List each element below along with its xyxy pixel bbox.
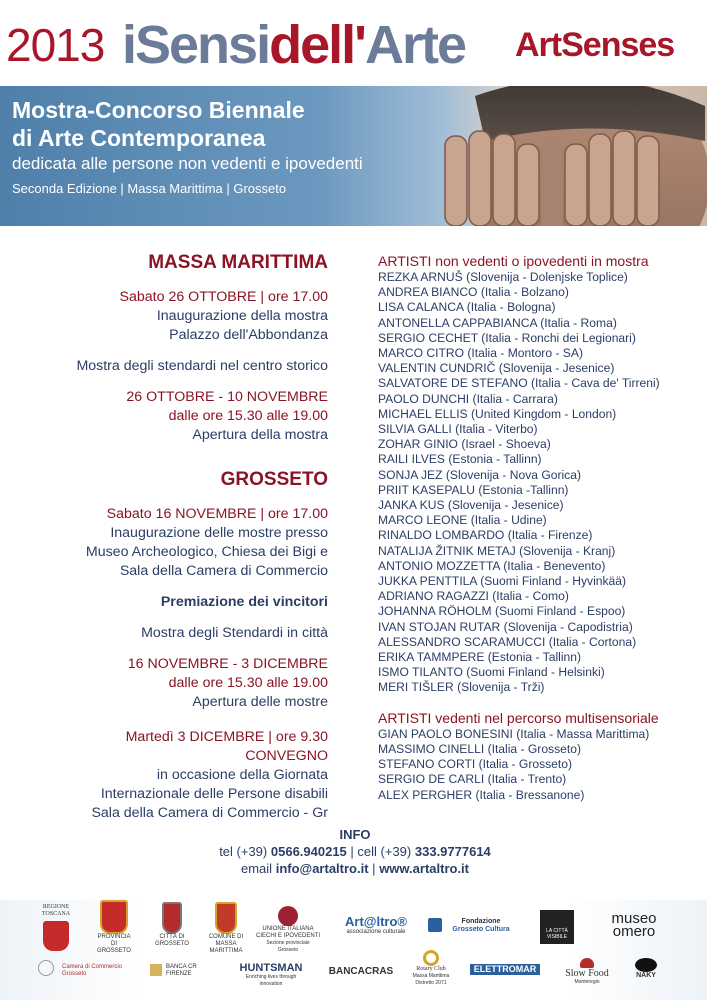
- banner: [0, 86, 707, 226]
- logo-banca-label: BANCA CR FIRENZE: [166, 964, 197, 977]
- logo-artaltro: [336, 914, 416, 936]
- artist-name: ANTONELLA CAPPABIANCA: [378, 315, 537, 330]
- artist-row: [378, 316, 698, 331]
- grosseto-conference: [20, 728, 328, 823]
- artist-origin: (Slovenija - Trži): [457, 680, 545, 695]
- logo-museo-word: museo: [611, 910, 657, 927]
- logo-citta-visibile: [540, 910, 574, 944]
- artist-origin: (Slovenija - Kranj): [519, 543, 616, 558]
- artist-name: ISMO TILANTO: [378, 665, 463, 680]
- info-cell-label: | cell (+39): [350, 844, 412, 859]
- logo-fondazione: [428, 918, 524, 934]
- artist-origin: (Italia - Montoro - SA): [467, 346, 583, 361]
- logo-regione-toscana: [36, 904, 76, 951]
- grosseto-opening-date: Sabato 16 NOVEMBRE | ore 17.00: [106, 506, 328, 522]
- artist-origin: (Italia - Trento): [487, 772, 567, 787]
- logo-slowfood-name: Slow Food: [565, 968, 609, 979]
- comune-crest-icon: [215, 902, 237, 934]
- artist-row: [378, 680, 698, 695]
- artist-origin: (Italia - Roma): [540, 315, 617, 330]
- logo-fondazione-name: Fondazione: [461, 918, 501, 925]
- artist-name: RINALDO LOMBARDO: [378, 528, 505, 543]
- artist-name: SALVATORE DE STEFANO: [378, 376, 528, 391]
- artist-row: [378, 620, 698, 635]
- info-phone-line: [160, 843, 550, 860]
- header-title-pre: iSensi: [122, 15, 270, 75]
- artist-origin: (Italia - Ronchi dei Legionari): [481, 330, 636, 345]
- info-cell[interactable]: 333.9777614: [414, 844, 491, 859]
- artist-name: ZOHAR GINIO: [378, 437, 458, 452]
- artist-origin: (Italia - Grosseto): [487, 741, 581, 756]
- artist-row: [378, 635, 698, 650]
- artist-row: [378, 788, 698, 803]
- artist-row: [378, 544, 698, 559]
- logo-rotary-name: Rotary Club: [416, 966, 446, 972]
- info-heading: INFO: [339, 827, 371, 842]
- banca-mark-icon: [150, 964, 162, 976]
- artist-name: MICHAEL ELLIS: [378, 406, 468, 421]
- artist-name: ERIKA TAMMPERE: [378, 650, 485, 665]
- artist-name: GIAN PAOLO BONESINI: [378, 726, 513, 741]
- artist-name: JOHANNA RÖHOLM: [378, 604, 492, 619]
- artist-name: SERGIO CECHET: [378, 330, 478, 345]
- rotary-wheel-icon: [423, 950, 439, 966]
- logo-elettromar: [470, 964, 540, 975]
- artist-origin: (Slovenija - Nova Gorica): [445, 467, 581, 482]
- artist-row: [378, 757, 698, 772]
- artist-row: [378, 346, 698, 361]
- artist-origin: (Italia - Firenze): [507, 528, 593, 543]
- grosseto-banners-line: Mostra degli Stendardi in città: [141, 625, 328, 641]
- artist-origin: (United Kingdom - London): [471, 406, 617, 421]
- city-massa-marittima: MASSA MARITTIMA: [148, 252, 328, 273]
- artist-origin: (Slovenija - Jesenice): [498, 361, 615, 376]
- artist-origin: (Suomi Finland - Helsinki): [466, 665, 605, 680]
- artist-row: [378, 407, 698, 422]
- logo-artaltro-name: Art@ltro®: [345, 914, 407, 929]
- conference-venue: Sala della Camera di Commercio - Gr: [91, 805, 328, 821]
- logo-citta-visibile-label: LA CITTÀ VISIBILE: [546, 928, 568, 940]
- grosseto-dates-desc: Apertura delle mostre: [192, 694, 328, 710]
- artist-row: [378, 270, 698, 285]
- grosseto-opening: [20, 505, 328, 581]
- city-grosseto: GROSSETO: [220, 469, 328, 490]
- artist-name: NATALIJA ŽITNIK METAJ: [378, 543, 516, 558]
- artist-row: [378, 604, 698, 619]
- artist-origin: (Italia - Bologna): [466, 300, 556, 315]
- logo-slow-food: [556, 958, 618, 986]
- artist-row: [378, 498, 698, 513]
- artist-name: MARCO CITRO: [378, 346, 464, 361]
- massa-opening: [20, 288, 328, 345]
- artist-origin: (Suomi Finland - Hyvinkää): [480, 574, 627, 589]
- logo-rotary: [406, 950, 456, 987]
- conference-desc-2: Internazionale delle Persone disabili: [100, 786, 328, 802]
- info-tel-label: tel (+39): [219, 844, 268, 859]
- artist-row: [378, 452, 698, 467]
- slow-food-snail-icon: [580, 958, 594, 968]
- conference-date: Martedì 3 DICEMBRE | ore 9.30: [125, 729, 328, 745]
- artist-row: [378, 285, 698, 300]
- logo-bancacras: [326, 966, 396, 977]
- artist-name: SERGIO DE CARLI: [378, 772, 485, 787]
- banner-line-3: dedicata alle persone non vedenti e ipovedenti: [12, 154, 363, 173]
- artist-origin: (Slovenija - Capodistria): [503, 619, 633, 634]
- artist-name: VALENTIN CUNDRIČ: [378, 361, 496, 376]
- logo-citta-grosseto: [152, 902, 192, 948]
- artist-row: [378, 772, 698, 787]
- massa-opening-desc: Inaugurazione della mostra: [156, 308, 328, 324]
- artists-sighted-heading: ARTISTI vedenti nel percorso multisensoriale: [378, 709, 659, 726]
- artist-name: SONJA JEZ: [378, 467, 443, 482]
- artist-origin: (Estonia - Tallinn): [487, 650, 581, 665]
- artist-origin: (Italia - Grosseto): [478, 757, 573, 772]
- artist-row: [378, 361, 698, 376]
- header-title-mid: dell': [269, 15, 365, 75]
- artist-origin: (Italia - Como): [492, 589, 569, 604]
- artist-row: [378, 665, 698, 680]
- provincia-crest-icon: [100, 900, 128, 934]
- logo-naky-name: NÄKY: [636, 972, 656, 979]
- artist-origin: (Italia - Carrara): [472, 391, 558, 406]
- artist-row: [378, 468, 698, 483]
- massa-dates-desc: Apertura della mostra: [192, 427, 328, 443]
- artist-origin: (Israel - Shoeva): [461, 437, 551, 452]
- artists-sighted-list: [378, 727, 698, 803]
- grosseto-opening-venue-2: Sala della Camera di Commercio: [119, 563, 328, 579]
- logo-uici-sub: Sezione provinciale Grosseto: [266, 940, 310, 953]
- artist-origin: (Estonia - Tallinn): [448, 452, 542, 467]
- artist-name: RAILI ILVES: [378, 452, 445, 467]
- logo-regione-label: REGIONE TOSCANA: [41, 904, 71, 917]
- hands-over-eyes-photo: [405, 86, 707, 226]
- info-separator: |: [372, 861, 376, 876]
- artist-name: PRIIT KASEPALU: [378, 482, 476, 497]
- artist-origin: (Italia - Benevento): [503, 558, 606, 573]
- info-tel[interactable]: 0566.940215: [270, 844, 347, 859]
- grosseto-banners: [20, 624, 328, 643]
- artist-row: [378, 727, 698, 742]
- conference-desc-1: in occasione della Giornata: [156, 767, 328, 783]
- logo-huntsman: [234, 962, 308, 988]
- logo-huntsman-sub: Enriching lives through innovation: [245, 974, 297, 987]
- artist-row: [378, 742, 698, 757]
- artist-origin: (Italia - Viterbo): [455, 422, 538, 437]
- logo-comune-massa: [204, 902, 248, 955]
- grosseto-dates-range: 16 NOVEMBRE - 3 DICEMBRE: [127, 656, 328, 672]
- grosseto-award-line: Premiazione dei vincitori: [160, 594, 328, 610]
- artist-origin: (Estonia -Tallinn): [478, 482, 569, 497]
- logo-museo-omero: [598, 912, 670, 938]
- artist-origin: (Italia - Bressanone): [475, 787, 585, 802]
- logo-slowfood-sub: Monteregio: [574, 979, 600, 985]
- artist-origin: (Italia - Bolzano): [480, 285, 569, 300]
- fondazione-mark-icon: [428, 918, 442, 932]
- artist-row: [378, 437, 698, 452]
- header-year: 2013: [6, 19, 105, 71]
- logo-provincia: [94, 900, 134, 955]
- grosseto-dates: [20, 655, 328, 712]
- uici-mark-icon: [278, 906, 298, 926]
- logo-museo-name: [598, 912, 670, 938]
- artist-row: [378, 392, 698, 407]
- artist-row: [378, 589, 698, 604]
- logo-uici-label: UNIONE ITALIANA CIECHI E IPOVEDENTI: [256, 926, 321, 939]
- logo-artaltro-sub: associazione culturale: [346, 929, 406, 935]
- artist-origin: (Italia - Cortona): [548, 634, 637, 649]
- artist-name: ANTONIO MOZZETTA: [378, 558, 500, 573]
- regione-shield-icon: [43, 921, 69, 951]
- artist-name: MASSIMO CINELLI: [378, 741, 485, 756]
- logo-fondazione-sub: Grosseto Cultura: [452, 926, 510, 933]
- artists-blind-heading: ARTISTI non vedenti o ipovedenti in mostra: [378, 253, 649, 269]
- artist-row: [378, 483, 698, 498]
- header-title-en: ArtSenses: [515, 26, 675, 64]
- header-title-post: Arte: [364, 15, 465, 75]
- citta-crest-icon: [162, 902, 182, 934]
- artist-row: [378, 574, 698, 589]
- artist-name: ALEX PERGHER: [378, 787, 473, 802]
- artist-name: ANDREA BIANCO: [378, 285, 478, 300]
- artist-origin: (Italia - Massa Marittima): [516, 726, 650, 741]
- banner-line-1: Mostra-Concorso Biennale: [12, 97, 305, 123]
- logo-provincia-label: PROVINCIA DI GROSSETO: [97, 934, 131, 954]
- logo-camera-commercio: [38, 960, 138, 978]
- naky-eye-icon: [635, 958, 657, 972]
- artist-row: [378, 559, 698, 574]
- program-column: [20, 252, 328, 835]
- artist-row: [378, 528, 698, 543]
- artist-name: REZKA ARNUŠ: [378, 270, 463, 284]
- logo-camera-label: Camera di Commercio Grosseto: [62, 964, 123, 977]
- artist-name: SILVIA GALLI: [378, 422, 452, 437]
- massa-opening-date: Sabato 26 OTTOBRE | ore 17.00: [119, 289, 328, 305]
- info-email-line: [160, 860, 550, 877]
- camera-mark-icon: [38, 960, 54, 976]
- grosseto-opening-venue-1: Museo Archeologico, Chiesa dei Bigi e: [85, 544, 328, 560]
- massa-banners-line: Mostra degli stendardi nel centro storico: [76, 358, 328, 374]
- sponsor-logos: [0, 900, 707, 1000]
- logo-uici: [256, 906, 320, 954]
- logo-rotary-sub2: Distretto 2071: [415, 980, 447, 986]
- logo-rotary-sub: Massa Marittima: [412, 973, 450, 979]
- info-web-link[interactable]: www.artaltro.it: [379, 861, 469, 876]
- artist-row: [378, 650, 698, 665]
- artist-name: IVAN STOJAN RUTAR: [378, 619, 501, 634]
- artist-row: [378, 300, 698, 315]
- massa-dates-range: 26 OTTOBRE - 10 NOVEMBRE: [126, 389, 328, 405]
- logo-huntsman-name: HUNTSMAN: [239, 962, 303, 974]
- artist-name: MARCO LEONE: [378, 513, 468, 528]
- logo-comune-label: COMUNE DI MASSA MARITTIMA: [208, 934, 244, 954]
- conference-title: CONVEGNO: [245, 748, 328, 764]
- artist-name: JUKKA PENTTILA: [378, 574, 477, 589]
- header-title: [122, 14, 465, 76]
- artist-origin: (Suomi Finland - Espoo): [494, 604, 626, 619]
- artists-blind-list: [378, 270, 698, 696]
- massa-banners: [20, 357, 328, 376]
- artist-name: STEFANO CORTI: [378, 757, 476, 772]
- artist-row: [378, 331, 698, 346]
- artists-column: [378, 252, 698, 803]
- massa-opening-venue: Palazzo dell'Abbondanza: [169, 327, 328, 343]
- artist-row: [378, 376, 698, 391]
- artist-row: [378, 422, 698, 437]
- grosseto-opening-desc: Inaugurazione delle mostre presso: [110, 525, 328, 541]
- header: [0, 0, 707, 86]
- banner-line-4: Seconda Edizione | Massa Marittima | Grosseto: [12, 181, 287, 196]
- info-email-link[interactable]: info@artaltro.it: [275, 861, 369, 876]
- grosseto-dates-hours: dalle ore 15.30 alle 19.00: [168, 675, 328, 691]
- logo-bancacras-name: BANCACRAS: [328, 966, 394, 977]
- artist-origin: (Italia - Cava de' Tirreni): [531, 376, 660, 391]
- artist-origin: (Slovenija - Jesenice): [447, 498, 564, 513]
- logo-elettromar-name: ELETTROMAR: [470, 964, 540, 975]
- artist-row: [378, 513, 698, 528]
- artist-name: ALESSANDRO SCARAMUCCI: [378, 634, 546, 649]
- info-email-label: email: [241, 861, 273, 876]
- banner-line-2: di Arte Contemporanea: [12, 125, 266, 151]
- artist-name: LISA CALANCA: [378, 300, 464, 315]
- artist-origin: (Slovenija - Dolenjske Toplice): [466, 270, 628, 284]
- logo-citta-label: CITTÀ DI GROSSETO: [155, 934, 189, 947]
- info-section: [160, 826, 550, 877]
- artist-origin: (Italia - Udine): [470, 513, 547, 528]
- logo-banca-cr-firenze: [150, 964, 220, 978]
- artist-name: PAOLO DUNCHI: [378, 391, 470, 406]
- artist-name: JANKA KUS: [378, 498, 445, 513]
- artist-name: ADRIANO RAGAZZI: [378, 589, 489, 604]
- logo-omero-word: omero: [612, 923, 656, 940]
- banner-text: [12, 96, 363, 202]
- logo-naky: [628, 958, 664, 979]
- artist-name: MERI TIŠLER: [378, 680, 454, 695]
- grosseto-award: [20, 593, 328, 612]
- massa-dates-hours: dalle ore 15.30 alle 19.00: [168, 408, 328, 424]
- massa-dates: [20, 388, 328, 445]
